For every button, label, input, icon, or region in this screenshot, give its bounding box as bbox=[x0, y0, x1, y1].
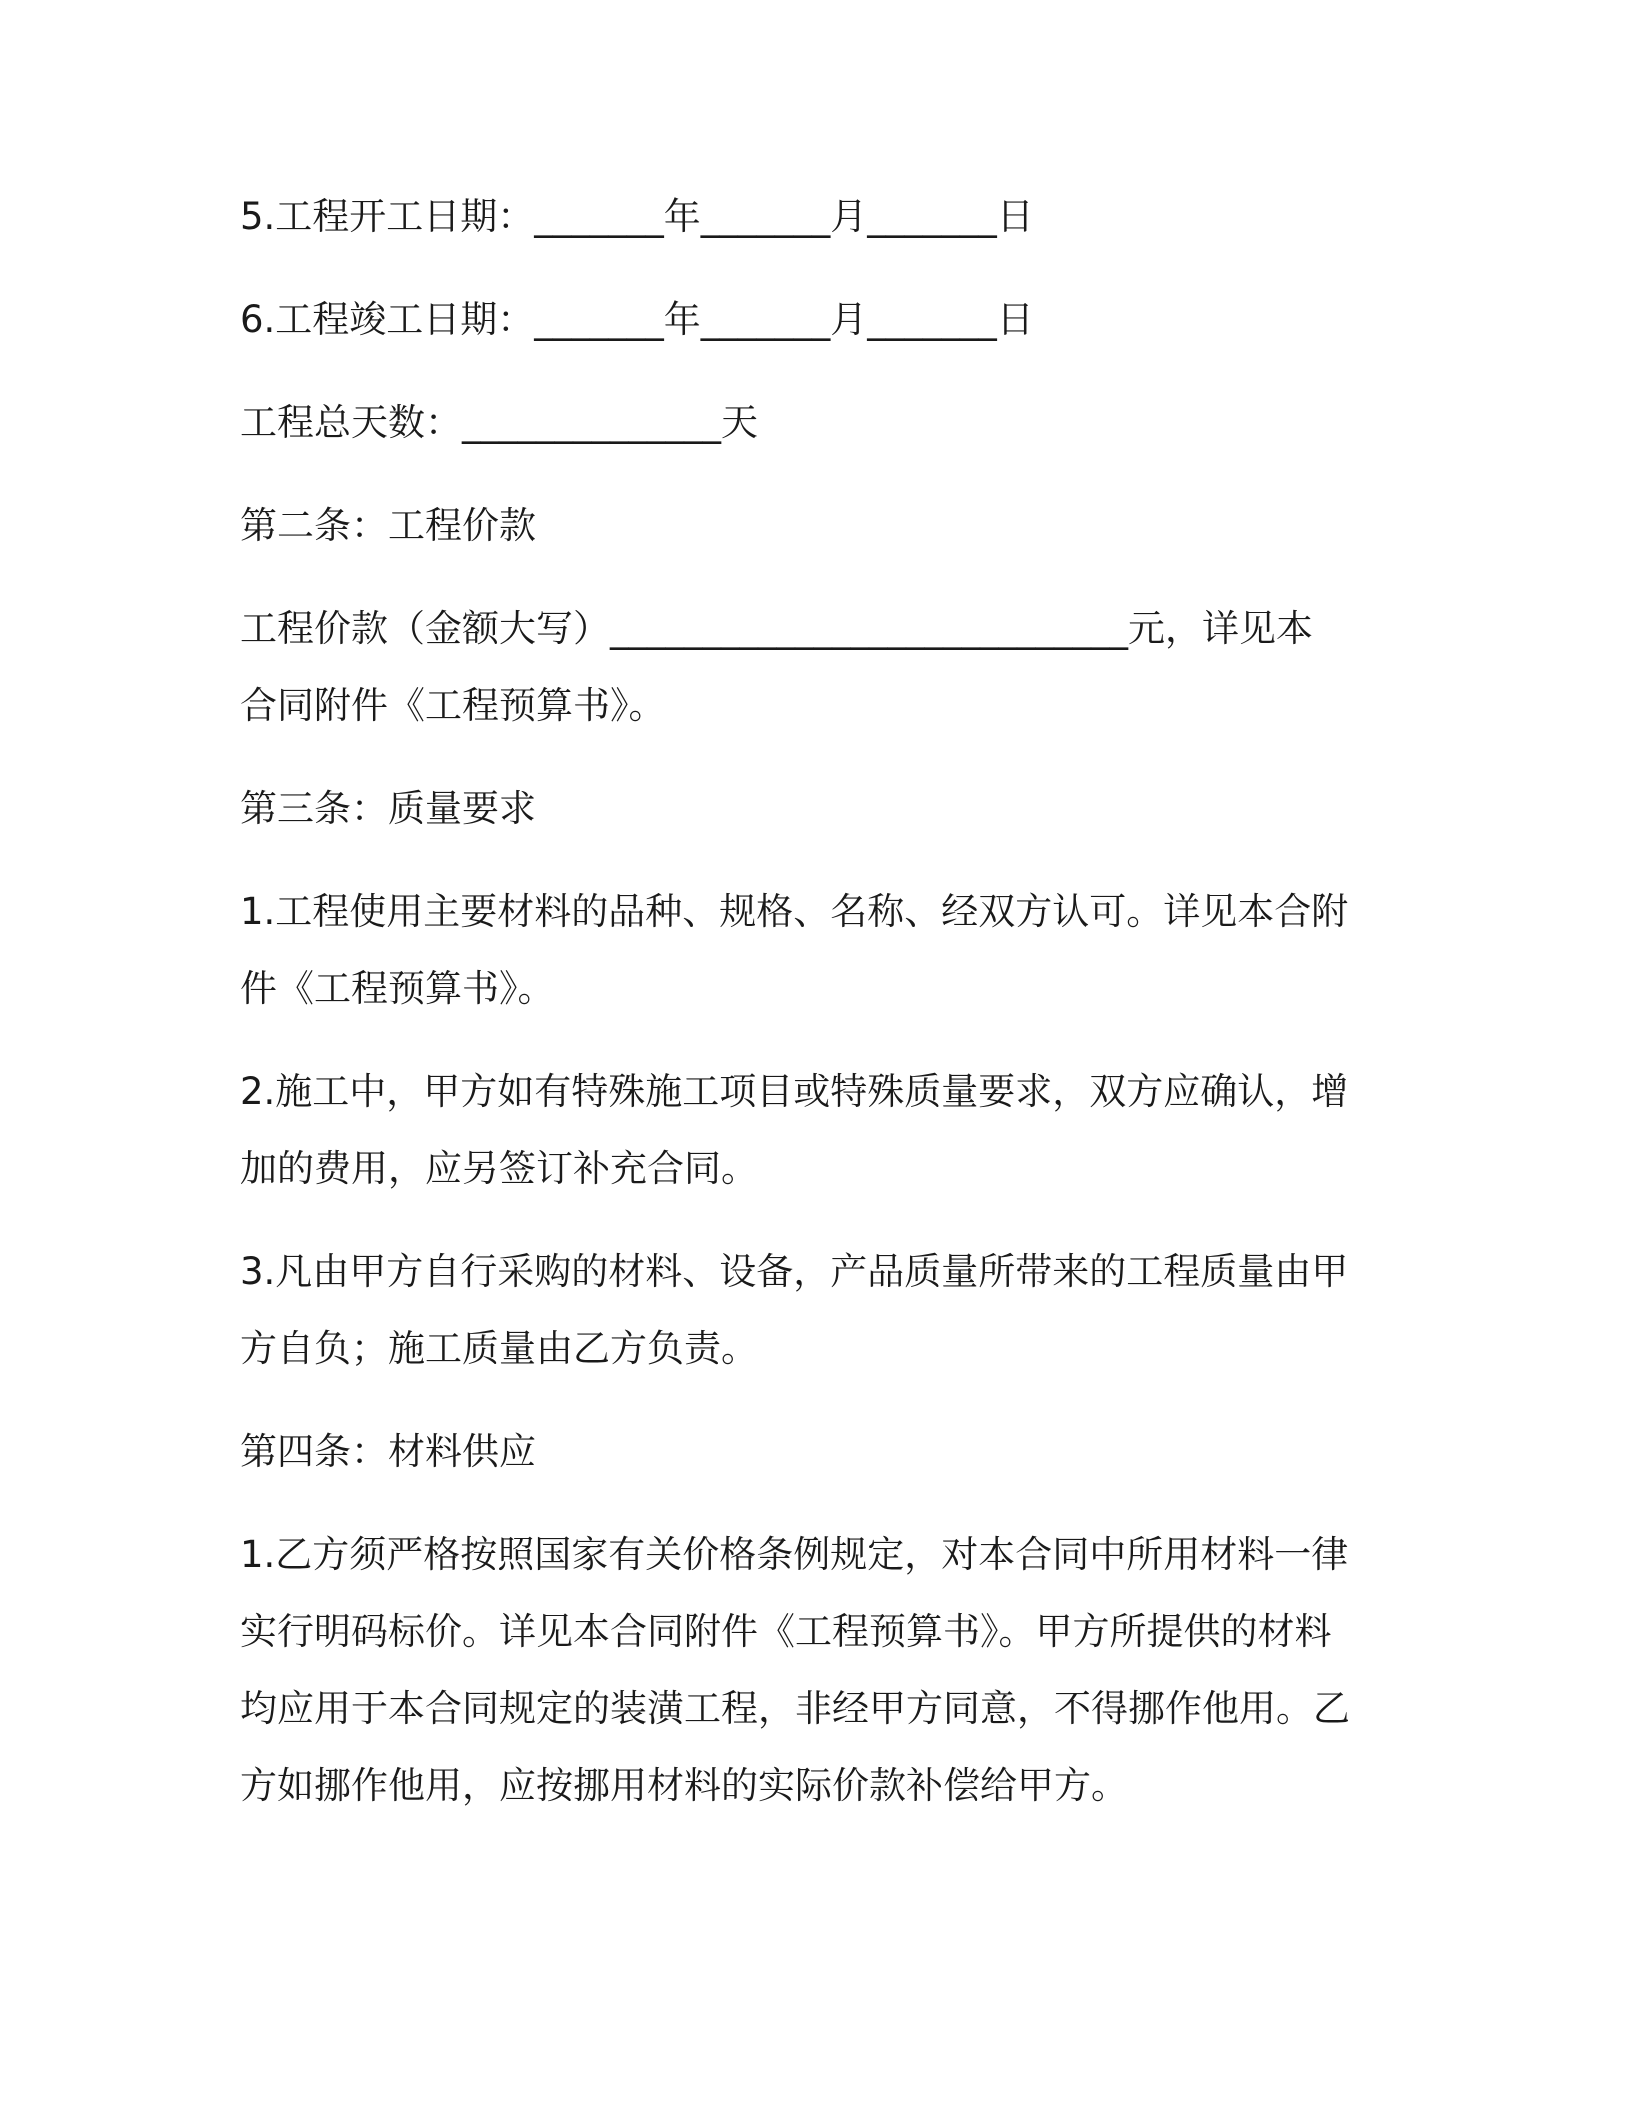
text-line: 6.工程竣工日期：_______年_______月_______日 bbox=[240, 298, 1034, 341]
quality-item-1 bbox=[240, 873, 1400, 1027]
text-line: 合同附件《工程预算书》。 bbox=[240, 684, 666, 727]
quality-item-3 bbox=[240, 1233, 1400, 1387]
text-line: 第四条：材料供应 bbox=[240, 1430, 536, 1473]
text-line: 5.工程开工日期：_______年_______月_______日 bbox=[240, 195, 1034, 238]
clause-completion-date bbox=[240, 281, 1400, 358]
text-line: 1.工程使用主要材料的品种、规格、名称、经双方认可。详见本合附 bbox=[240, 890, 1349, 933]
materials-item-1 bbox=[240, 1516, 1400, 1824]
section-heading-price bbox=[240, 487, 1400, 564]
text-line: 工程总天数：______________天 bbox=[240, 401, 758, 444]
text-line: 加的费用，应另签订补充合同。 bbox=[240, 1147, 758, 1190]
text-line: 第三条：质量要求 bbox=[240, 787, 536, 830]
text-line: 方自负；施工质量由乙方负责。 bbox=[240, 1327, 758, 1370]
clause-total-days bbox=[240, 384, 1400, 461]
text-line: 方如挪作他用，应按挪用材料的实际价款补偿给甲方。 bbox=[240, 1764, 1128, 1807]
clause-start-date bbox=[240, 178, 1400, 255]
clause-price-amount bbox=[240, 590, 1400, 744]
text-line: 均应用于本合同规定的装潢工程，非经甲方同意，不得挪作他用。乙 bbox=[240, 1687, 1350, 1730]
text-line: 1.乙方须严格按照国家有关价格条例规定，对本合同中所用材料一律 bbox=[240, 1533, 1349, 1576]
quality-item-2 bbox=[240, 1053, 1400, 1207]
text-line: 2.施工中，甲方如有特殊施工项目或特殊质量要求，双方应确认，增 bbox=[240, 1070, 1349, 1113]
text-line: 3.凡由甲方自行采购的材料、设备，产品质量所带来的工程质量由甲 bbox=[240, 1250, 1349, 1293]
text-line: 件《工程预算书》。 bbox=[240, 967, 555, 1010]
section-heading-quality bbox=[240, 770, 1400, 847]
text-line: 实行明码标价。详见本合同附件《工程预算书》。甲方所提供的材料 bbox=[240, 1610, 1332, 1653]
section-heading-materials bbox=[240, 1413, 1400, 1490]
text-line: 工程价款（金额大写）____________________________元，详见本 bbox=[240, 607, 1313, 650]
text-line: 第二条：工程价款 bbox=[240, 504, 536, 547]
document-body bbox=[240, 178, 1400, 1850]
